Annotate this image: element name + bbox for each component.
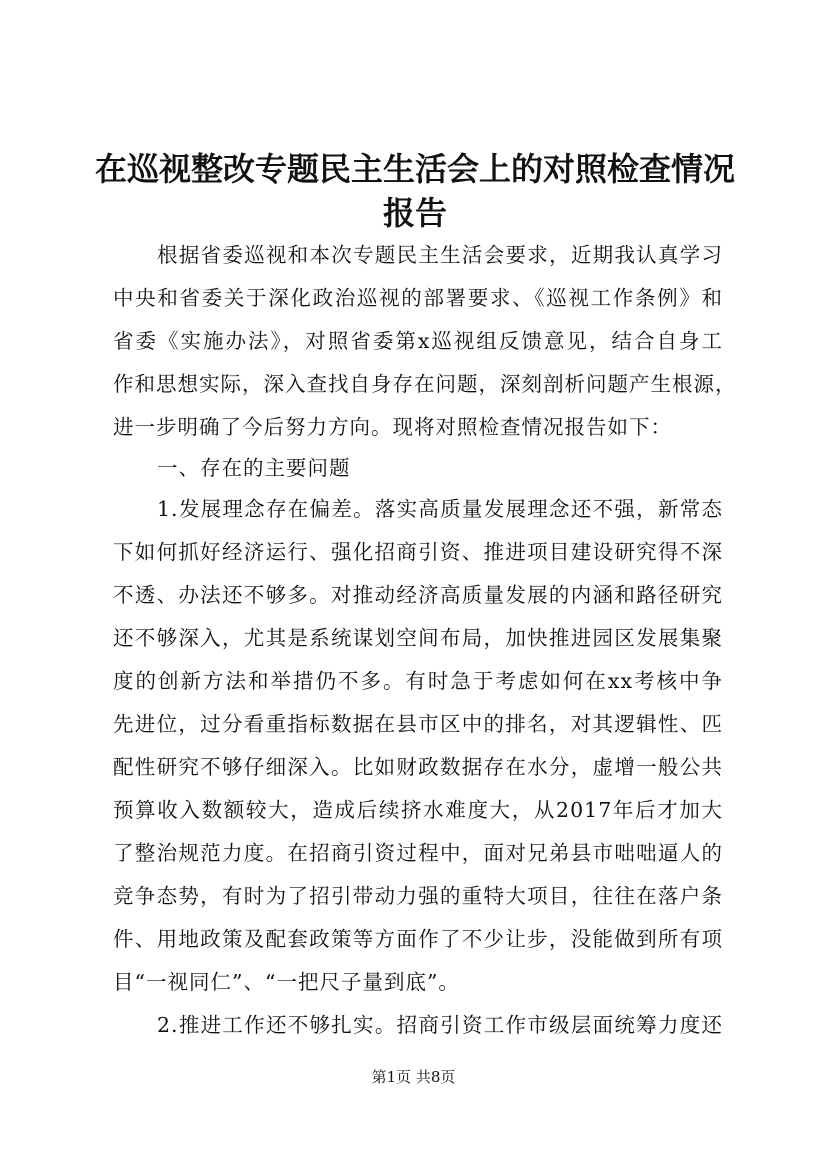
paragraph-line: 进一步明确了今后努力方向。现将对照检查情况报告如下： bbox=[113, 415, 672, 439]
paragraph-line: 作和思想实际，深入查找自身存在问题，深刻剖析问题产生根源， bbox=[113, 372, 737, 396]
document-title-line-2: 报告 bbox=[382, 194, 447, 232]
paragraph-line: 1.发展理念存在偏差。落实高质量发展理念还不强，新常态 bbox=[157, 497, 723, 521]
paragraph-line: 配性研究不够仔细深入。比如财政数据存在水分，虚增一般公共 bbox=[113, 755, 723, 779]
paragraph-line: 了整治规范力度。在招商引资过程中，面对兄弟县市咄咄逼人的 bbox=[113, 841, 723, 865]
document-title-line-1: 在巡视整改专题民主生活会上的对照检查情况 bbox=[95, 150, 736, 188]
paragraph-line: 件、用地政策及配套政策等方面作了不少让步，没能做到所有项 bbox=[113, 927, 723, 951]
paragraph-line: 下如何抓好经济运行、强化招商引资、推进项目建设研究得不深 bbox=[113, 540, 723, 564]
paragraph-line: 2.推进工作还不够扎实。招商引资工作市级层面统筹力度还 bbox=[157, 1013, 723, 1037]
paragraph-line: 度的创新方法和举措仍不多。有时急于考虑如何在xx考核中争 bbox=[113, 669, 723, 693]
paragraph-line: 目“一视同仁”、“一把尺子量到底”。 bbox=[113, 970, 460, 994]
paragraph-line: 还不够深入，尤其是系统谋划空间布局，加快推进园区发展集聚 bbox=[113, 626, 723, 650]
paragraph-line: 先进位，过分看重指标数据在县市区中的排名，对其逻辑性、匹 bbox=[113, 712, 723, 736]
section-heading: 一、存在的主要问题 bbox=[157, 456, 351, 480]
paragraph-line: 竞争态势，有时为了招引带动力强的重特大项目，往往在落户条 bbox=[113, 884, 723, 908]
paragraph-line: 省委《实施办法》，对照省委第x巡视组反馈意见，结合自身工 bbox=[113, 329, 723, 353]
paragraph-line: 根据省委巡视和本次专题民主生活会要求，近期我认真学习 bbox=[157, 243, 723, 267]
paragraph-line: 中央和省委关于深化政治巡视的部署要求、《巡视工作条例》和 bbox=[113, 286, 723, 310]
paragraph-line: 不透、办法还不够多。对推动经济高质量发展的内涵和路径研究 bbox=[113, 583, 723, 607]
page-number-footer: 第1页 共8页 bbox=[371, 1068, 456, 1086]
paragraph-line: 预算收入数额较大，造成后续挤水难度大，从2017年后才加大 bbox=[113, 798, 723, 822]
